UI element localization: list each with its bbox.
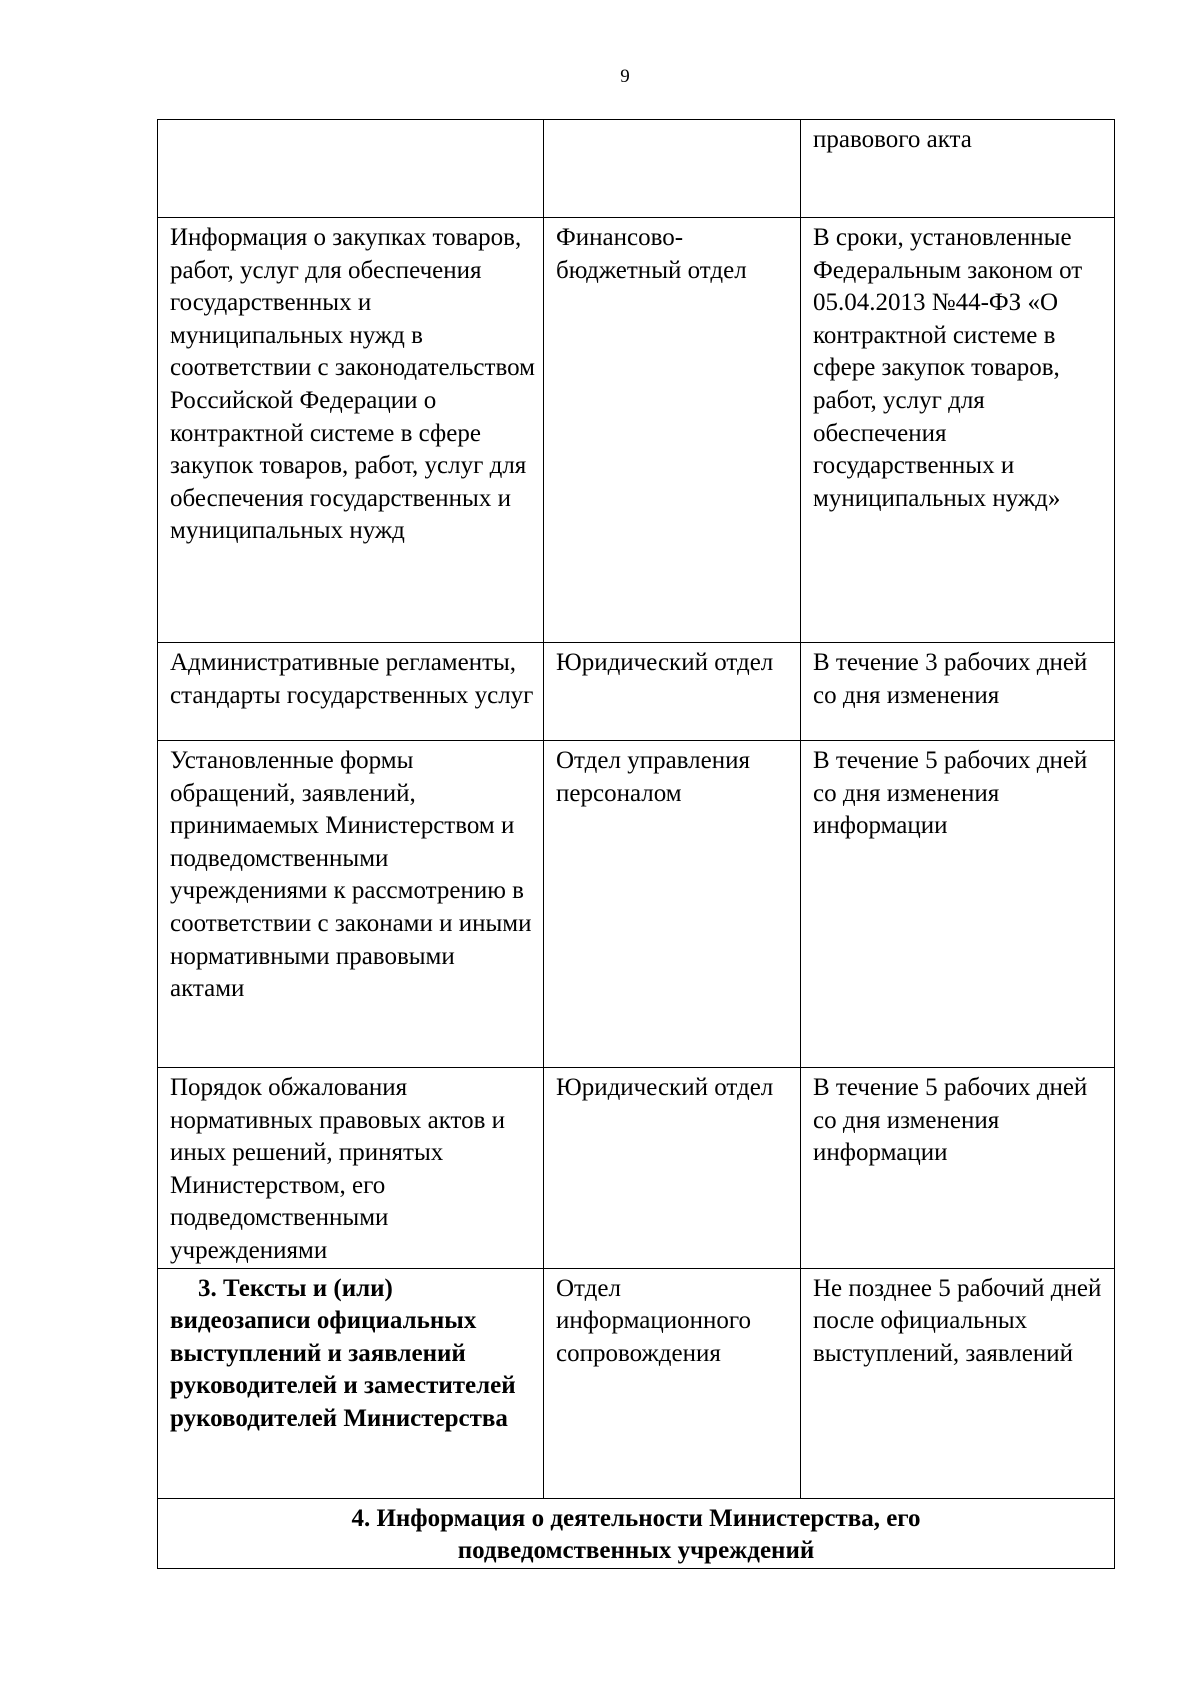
table-row: [158, 643, 1115, 741]
table-row: [158, 1068, 1115, 1269]
item-title: Тексты и (или) видеозаписи официальных выступлений и заявлений руководителей и заместителей руководителей Министерства: [170, 1274, 516, 1432]
page-number: 9: [620, 66, 630, 87]
section-title: Информация о деятельности Министерства, его подведомственных учреждений: [376, 1504, 921, 1565]
section-header: [158, 1498, 1115, 1568]
disclosure-table: [157, 119, 1115, 1569]
table-row: [158, 741, 1115, 1068]
responsible-cell: Финансово-бюджетный отдел: [544, 218, 801, 643]
responsible-cell: Юридический отдел: [544, 643, 801, 741]
table-row: [158, 218, 1115, 643]
deadline-cell: В течение 5 рабочих дней со дня изменения информации: [801, 741, 1115, 1068]
deadline-cell: Не позднее 5 рабочий дней после официальных выступлений, заявлений: [801, 1268, 1115, 1498]
responsible-cell: Отдел информационного сопровождения: [544, 1268, 801, 1498]
info-cell: Информация о закупках товаров, работ, услуг для обеспечения государственных и муниципальных нужд в соответствии с законодательством Российской Федерации о контрактной системе в сфере закупок товаров, работ, услуг для обеспечения государственных и муниципальных нужд: [158, 218, 544, 643]
info-cell: Административные регламенты, стандарты государственных услуг: [158, 643, 544, 741]
table-row: [158, 120, 1115, 218]
info-cell: Установленные формы обращений, заявлений, принимаемых Министерством и подведомственными учреждениями к рассмотрению в соответствии с законами и иными нормативными правовыми актами: [158, 741, 544, 1068]
responsible-cell: [544, 120, 801, 218]
item-number: 3.: [198, 1274, 217, 1302]
section-number: 4.: [351, 1504, 371, 1532]
deadline-cell: В течение 5 рабочих дней со дня изменения информации: [801, 1068, 1115, 1269]
responsible-cell: Отдел управления персоналом: [544, 741, 801, 1068]
table-row: [158, 1268, 1115, 1498]
deadline-cell: В сроки, установленные Федеральным законом от 05.04.2013 №44-ФЗ «О контрактной системе в сфере закупок товаров, работ, услуг для обеспечения государственных и муниципальных нужд»: [801, 218, 1115, 643]
info-cell: [158, 120, 544, 218]
deadline-cell: В течение 3 рабочих дней со дня изменения: [801, 643, 1115, 741]
info-cell: Порядок обжалования нормативных правовых актов и иных решений, принятых Министерством, его подведомственными учреждениями: [158, 1068, 544, 1269]
responsible-cell: Юридический отдел: [544, 1068, 801, 1269]
section-header-row: [158, 1498, 1115, 1568]
deadline-cell: правового акта: [801, 120, 1115, 218]
info-cell: [158, 1268, 544, 1498]
